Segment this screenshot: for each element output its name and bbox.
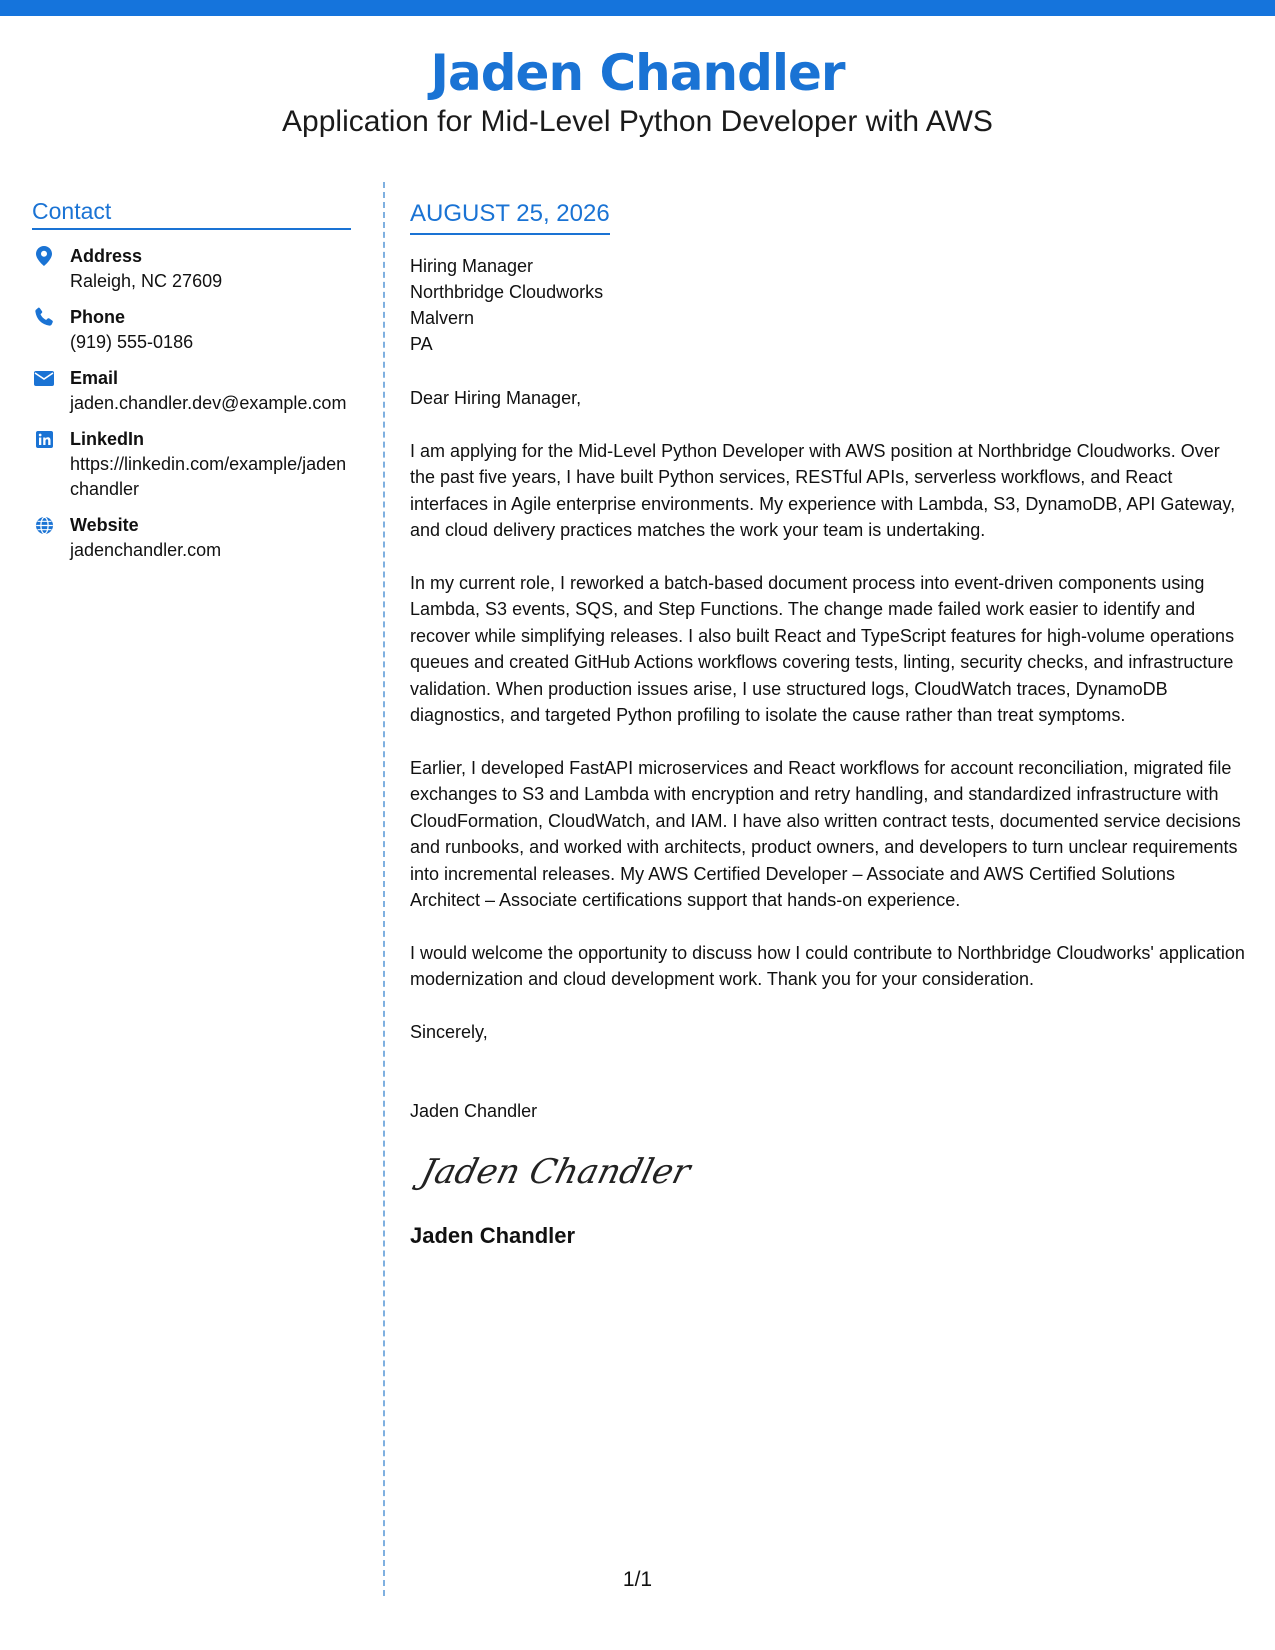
- page-number: 1/1: [622, 1568, 653, 1591]
- contact-item-website: [32, 513, 351, 563]
- contact-item-linkedin: [32, 427, 351, 502]
- contact-label: LinkedIn: [70, 429, 145, 449]
- contact-label: Website: [70, 515, 139, 535]
- contact-value: https://linkedin.com/example/jadenchandler: [70, 454, 347, 499]
- letter-body: [410, 198, 1247, 1250]
- typed-name: Jaden Chandler: [410, 1101, 538, 1121]
- contact-heading: Contact: [32, 196, 351, 230]
- contact-item-phone: [32, 305, 351, 355]
- body-paragraph: I am applying for the Mid-Level Python Developer with AWS position at Northbridge Cloudworks. Over the past five years, I have built Python services, RESTful APIs, serverless workflows, and React interfaces in Agile enterprise environments. My experience with Lambda, S3, DynamoDB, API Gateway, and cloud delivery practices matches the work your team is undertaking.: [410, 440, 1236, 540]
- contact-value: Raleigh, NC 27609: [70, 271, 223, 291]
- recipient-block: [410, 253, 1247, 357]
- application-subtitle: Application for Mid-Level Python Developer with AWS: [282, 105, 993, 138]
- salutation: Dear Hiring Manager,: [410, 388, 582, 408]
- contact-sidebar: [32, 196, 351, 574]
- location-pin-icon: [34, 246, 54, 266]
- letter-header: [0, 40, 1275, 140]
- column-divider: [383, 182, 385, 1596]
- recipient-line: Hiring Manager: [410, 256, 534, 276]
- contact-list: [32, 244, 351, 563]
- contact-label: Email: [70, 368, 119, 388]
- applicant-name: Jaden Chandler: [430, 44, 845, 102]
- contact-item-email: [32, 366, 351, 416]
- globe-icon: [34, 515, 54, 535]
- closing: Sincerely,: [410, 1021, 488, 1042]
- recipient-line: Northbridge Cloudworks: [410, 282, 604, 302]
- body-paragraph: Earlier, I developed FastAPI microservices and React workflows for account reconciliation, migrated file exchanges to S3 and Lambda with encryption and retry handling, and standardized infrastructure with CloudFormation, CloudWatch, and IAM. I have also written contract tests, documented service decisions and runbooks, and worked with architects, product owners, and developers to turn unclear requirements into incremental releases. My AWS Certified Developer – Associate and AWS Certified Solutions Architect – Associate certifications support that hands-on experience.: [410, 757, 1241, 910]
- body-paragraph: I would welcome the opportunity to discuss how I could contribute to Northbridge Cloudworks' application modernization and cloud development work. Thank you for your consideration.: [410, 942, 1245, 989]
- letter-date: AUGUST 25, 2026: [410, 198, 610, 235]
- body-paragraph: In my current role, I reworked a batch-based document process into event-driven components using Lambda, S3 events, SQS, and Step Functions. The change made failed work easier to identify and recover while simplifying releases. I also built React and TypeScript features for high-volume operations queues and created GitHub Actions workflows covering tests, linting, security checks, and infrastructure validation. When production issues arise, I use structured logs, CloudWatch traces, DynamoDB diagnostics, and targeted Python profiling to isolate the cause rather than treat symptoms.: [410, 572, 1235, 725]
- contact-label: Address: [70, 246, 143, 266]
- contact-value: jaden.chandler.dev@example.com: [70, 393, 347, 413]
- recipient-line: PA: [410, 334, 433, 354]
- svg-text:Jaden Chandler: Jaden Chandler: [416, 1151, 695, 1192]
- linkedin-icon: [34, 429, 54, 449]
- contact-item-address: [32, 244, 351, 294]
- contact-value: jadenchandler.com: [70, 540, 222, 560]
- signer-name: Jaden Chandler: [410, 1223, 576, 1248]
- phone-icon: [34, 307, 54, 327]
- contact-value: (919) 555-0186: [70, 332, 194, 352]
- top-accent-bar: [0, 0, 1275, 16]
- contact-label: Phone: [70, 307, 126, 327]
- handwritten-signature: [416, 1147, 1247, 1203]
- email-icon: [34, 368, 54, 388]
- recipient-line: Malvern: [410, 308, 475, 328]
